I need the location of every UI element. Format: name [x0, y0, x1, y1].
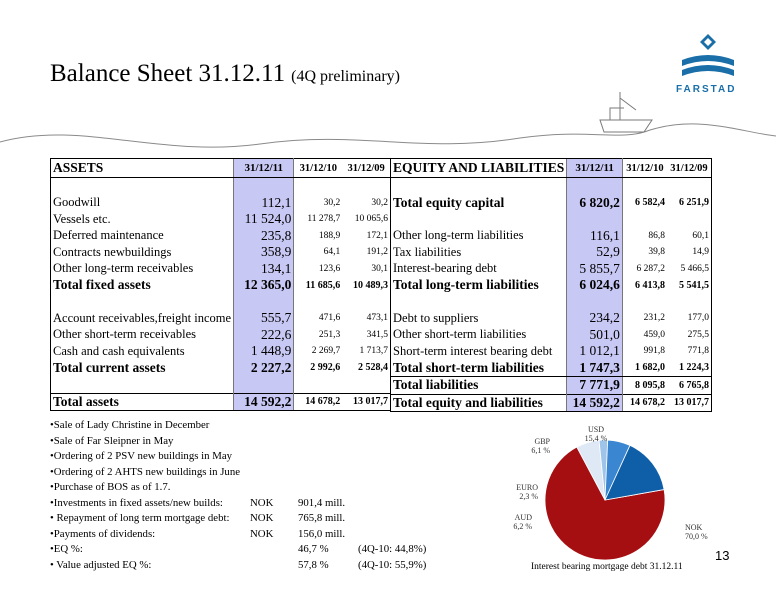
spacer-row: [391, 178, 712, 195]
total-row: Total liabilities 7 771,9 8 095,8 6 765,8: [393, 377, 709, 393]
pie-value-euro: 2,3 %: [519, 492, 538, 501]
spacer-row: [391, 294, 712, 311]
assets-header-label: ASSETS: [51, 159, 234, 178]
total-row: Total equity capital 6 820,2 6 582,4 6 251,9: [393, 194, 709, 210]
pie-value-gbp: 6,1 %: [531, 446, 550, 455]
title-text: Balance Sheet 31.12.11: [50, 60, 286, 87]
total-row: Total current assets 2 227,2 2 992,6 2 528,4: [53, 359, 388, 375]
table-row: Vessels etc. 11 524,0 11 278,7 10 065,6: [53, 211, 388, 227]
equity-header-label: EQUITY AND LIABILITIES: [391, 159, 567, 178]
pie-value-nok: 70,0 %: [685, 532, 708, 541]
list-item: •Sale of Far Sleipner in May: [50, 434, 174, 447]
table-row: Short-term interest bearing debt 1 012,1 991,8 771,8: [393, 343, 709, 359]
pie-label-gbp: GBP: [534, 437, 550, 446]
assets-header-2011: 31/12/11: [234, 159, 294, 178]
spacer-row: [51, 294, 391, 311]
pie-value-aud: 6,2 %: [513, 522, 532, 531]
equity-header-2010: 31/12/10: [622, 159, 667, 178]
equity-header-2011: 31/12/11: [567, 159, 623, 178]
table-row: Debt to suppliers 234,2 231,2 177,0: [393, 310, 709, 326]
equity-header-row: [391, 159, 712, 178]
list-item: •Purchase of BOS as of 1.7.: [50, 481, 171, 493]
pie-label-euro: EURO: [516, 483, 538, 492]
boat-icon: [600, 92, 652, 132]
table-row: Deferred maintenance 235,8 188,9 172,1: [53, 227, 388, 243]
grand-total-row: Total assets 14 592,2 14 678,2 13 017,7: [51, 393, 391, 411]
spacer-row: [51, 376, 391, 393]
figure-row: •Payments of dividends: NOK 156,0 mill.: [50, 527, 346, 540]
assets-header-2010: 31/12/10: [294, 159, 342, 178]
decorative-wave-line: [0, 80, 776, 160]
table-row: Cash and cash equivalents 1 448,9 2 269,7 1 713,7: [53, 343, 388, 359]
table-row: Other short-term receivables 222,6 251,3 341,5: [53, 326, 388, 342]
assets-header-row: [51, 159, 391, 178]
figure-row: • Value adjusted EQ %: 57,8 % (4Q-10: 55,9%): [50, 558, 427, 571]
assets-table: [50, 158, 390, 411]
notes-list: [50, 418, 426, 573]
total-row: Total fixed assets 12 365,0 11 685,6 10 489,3: [53, 277, 388, 293]
table-row: Account receivables,freight income 555,7 471,6 473,1: [53, 310, 388, 326]
figure-row: •EQ %: 46,7 % (4Q-10: 44,8%): [50, 543, 427, 555]
table-row: Contracts newbuildings 358,9 64,1 191,2: [53, 244, 388, 260]
pie-label-nok: NOK: [685, 523, 703, 532]
equity-header-2009: 31/12/09: [667, 159, 712, 178]
figure-row: • Repayment of long term mortgage debt: NOK 765,8 mill.: [50, 512, 346, 524]
equity-liabilities-table: [390, 158, 712, 412]
spacer-row: [51, 178, 391, 195]
list-item: •Sale of Lady Christine in December: [50, 419, 210, 431]
table-row: Other long-term liabilities 116,1 86,8 60,1: [393, 227, 709, 243]
table-row: Tax liabilities 52,9 39,8 14,9: [393, 244, 709, 260]
table-row: Other long-term receivables 134,1 123,6 30,1: [53, 260, 388, 276]
figure-row: •Investments in fixed assets/new builds: NOK 901,4 mill.: [50, 496, 346, 509]
assets-header-2009: 31/12/09: [342, 159, 390, 178]
list-item: •Ordering of 2 PSV new buildings in May: [50, 450, 233, 462]
total-row: Total long-term liabilities 6 024,6 6 413,8 5 541,5: [393, 277, 709, 293]
spacer-row: [391, 211, 712, 228]
page-number: 13: [715, 548, 730, 563]
table-row: Other short-term liabilities 501,0 459,0 275,5: [393, 326, 709, 342]
table-row: Goodwill 112,1 30,2 30,2: [53, 194, 388, 210]
list-item: •Ordering of 2 AHTS new buildings in June: [50, 465, 241, 478]
logo-text: FARSTAD: [676, 84, 737, 95]
pie-label-usd: USD: [587, 425, 605, 434]
title-subtitle: (4Q preliminary): [291, 68, 400, 85]
pie-label-aud: AUD: [514, 513, 532, 522]
table-row: Interest-bearing debt 5 855,7 6 287,2 5 466,5: [393, 260, 709, 276]
pie-value-usd: 15,4 %: [584, 434, 608, 443]
total-row: Total short-term liabilities 1 747,3 1 682,0 1 224,3: [391, 360, 712, 377]
grand-total-row: Total equity and liabilities 14 592,2 14 678,2 13 017,7: [391, 394, 712, 412]
debt-currency-pie-chart: [480, 420, 740, 580]
pie-chart-title: Interest bearing mortgage debt 31.12.11: [531, 562, 683, 572]
